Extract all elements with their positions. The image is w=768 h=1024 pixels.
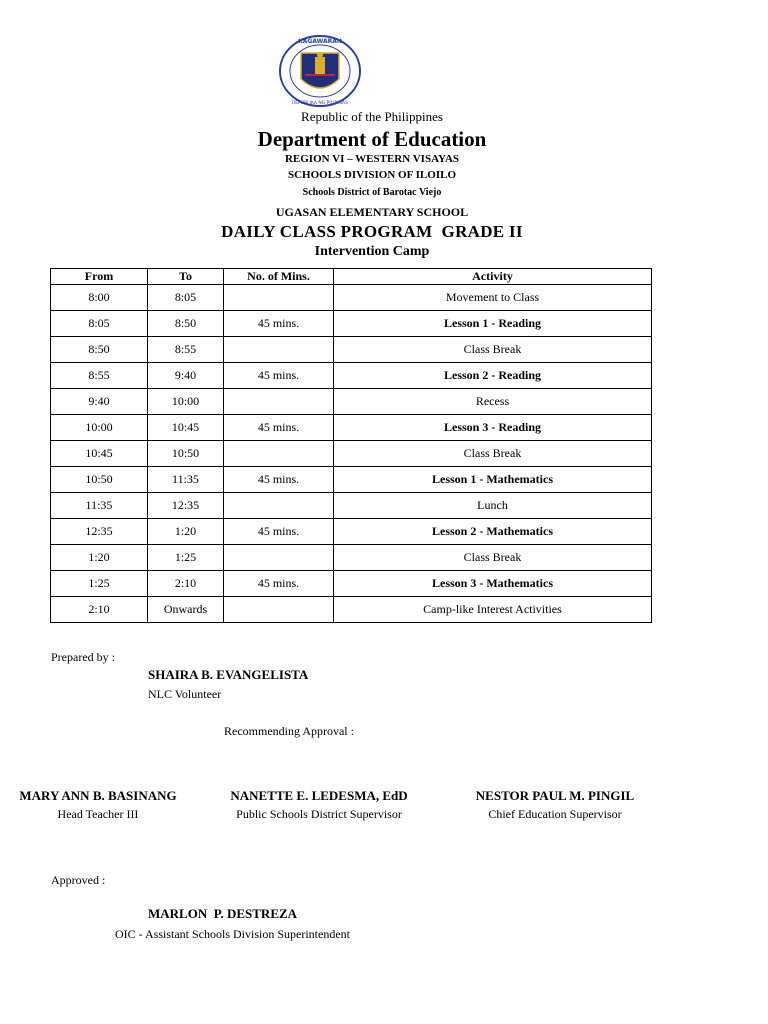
cell-to: 10:45 [148,415,224,441]
cell-mins: 45 mins. [224,571,334,597]
prepared-by-name: SHAIRA B. EVANGELISTA [148,667,309,682]
cell-activity: Lesson 2 - Reading [334,363,652,389]
cell-to: 10:50 [148,441,224,467]
table-row [51,519,652,545]
recommender-title: Chief Education Supervisor [488,807,622,821]
schedule-table [50,268,652,623]
table-row [51,493,652,519]
cell-to: 8:55 [148,337,224,363]
cell-from: 10:45 [51,441,148,467]
cell-mins: 45 mins. [224,519,334,545]
table-row [51,441,652,467]
cell-mins [224,441,334,467]
cell-activity: Lunch [334,493,652,519]
prepared-by-label: Prepared by : [51,650,115,664]
cell-to: Onwards [148,597,224,623]
cell-mins [224,545,334,571]
cell-activity: Class Break [334,337,652,363]
program-title: DAILY CLASS PROGRAM GRADE II [221,222,523,241]
table-row [51,597,652,623]
program-subtitle: Intervention Camp [314,244,430,259]
cell-activity: Class Break [334,545,652,571]
division-label: SCHOOLS DIVISION OF ILOILO [288,169,456,181]
cell-activity: Class Break [334,441,652,467]
department-title: Department of Education [257,127,487,151]
cell-from: 12:35 [51,519,148,545]
approved-label: Approved : [51,873,106,887]
header-from: From [51,269,148,285]
header-activity: Activity [334,269,652,285]
cell-activity: Camp-like Interest Activities [334,597,652,623]
cell-to: 8:50 [148,311,224,337]
cell-mins: 45 mins. [224,467,334,493]
recommender-name: NANETTE E. LEDESMA, EdD [230,788,408,803]
cell-activity: Lesson 3 - Reading [334,415,652,441]
cell-activity: Movement to Class [334,285,652,311]
school-name: UGASAN ELEMENTARY SCHOOL [275,205,469,219]
cell-to: 12:35 [148,493,224,519]
cell-from: 10:50 [51,467,148,493]
prepared-by-title: NLC Volunteer [148,687,222,701]
cell-activity: Lesson 3 - Mathematics [334,571,652,597]
svg-text:REPUBLIKA NG PILIPINAS: REPUBLIKA NG PILIPINAS [292,101,348,106]
cell-mins [224,285,334,311]
cell-mins: 45 mins. [224,363,334,389]
recommender-title: Head Teacher III [57,807,139,821]
cell-from: 10:00 [51,415,148,441]
cell-activity: Lesson 2 - Mathematics [334,519,652,545]
table-header-row [51,269,652,285]
cell-to: 10:00 [148,389,224,415]
cell-to: 2:10 [148,571,224,597]
cell-mins: 45 mins. [224,415,334,441]
cell-to: 11:35 [148,467,224,493]
table-row [51,571,652,597]
table-row [51,415,652,441]
table-row [51,285,652,311]
table-row [51,337,652,363]
table-row [51,389,652,415]
cell-from: 1:25 [51,571,148,597]
cell-from: 2:10 [51,597,148,623]
approver-title: OIC - Assistant Schools Division Superintendent [115,927,350,941]
recommender-title: Public Schools District Supervisor [236,807,402,821]
cell-to: 1:20 [148,519,224,545]
table-row [51,363,652,389]
cell-mins [224,389,334,415]
table-row [51,467,652,493]
cell-mins: 45 mins. [224,311,334,337]
cell-mins [224,597,334,623]
cell-to: 1:25 [148,545,224,571]
deped-seal-icon [279,35,361,107]
header-to: To [148,269,224,285]
cell-mins [224,337,334,363]
cell-to: 9:40 [148,363,224,389]
cell-from: 8:05 [51,311,148,337]
cell-activity: Lesson 1 - Reading [334,311,652,337]
recommender-name: MARY ANN B. BASINANG [19,788,177,803]
cell-from: 11:35 [51,493,148,519]
district-label: Schools District of Barotac Viejo [302,187,442,198]
svg-text:KAGAWARAN: KAGAWARAN [298,38,342,45]
cell-from: 8:55 [51,363,148,389]
cell-from: 9:40 [51,389,148,415]
cell-from: 8:50 [51,337,148,363]
cell-activity: Lesson 1 - Mathematics [334,467,652,493]
region-label: REGION VI – WESTERN VISAYAS [284,153,460,165]
cell-from: 8:00 [51,285,148,311]
republic-label: Republic of the Philippines [301,109,443,124]
approver-name: MARLON P. DESTREZA [148,906,298,921]
cell-from: 1:20 [51,545,148,571]
recommending-approval-label: Recommending Approval : [224,724,354,738]
header-mins: No. of Mins. [224,269,334,285]
cell-activity: Recess [334,389,652,415]
cell-mins [224,493,334,519]
table-row [51,545,652,571]
recommender-name: NESTOR PAUL M. PINGIL [475,788,635,803]
table-row [51,311,652,337]
cell-to: 8:05 [148,285,224,311]
